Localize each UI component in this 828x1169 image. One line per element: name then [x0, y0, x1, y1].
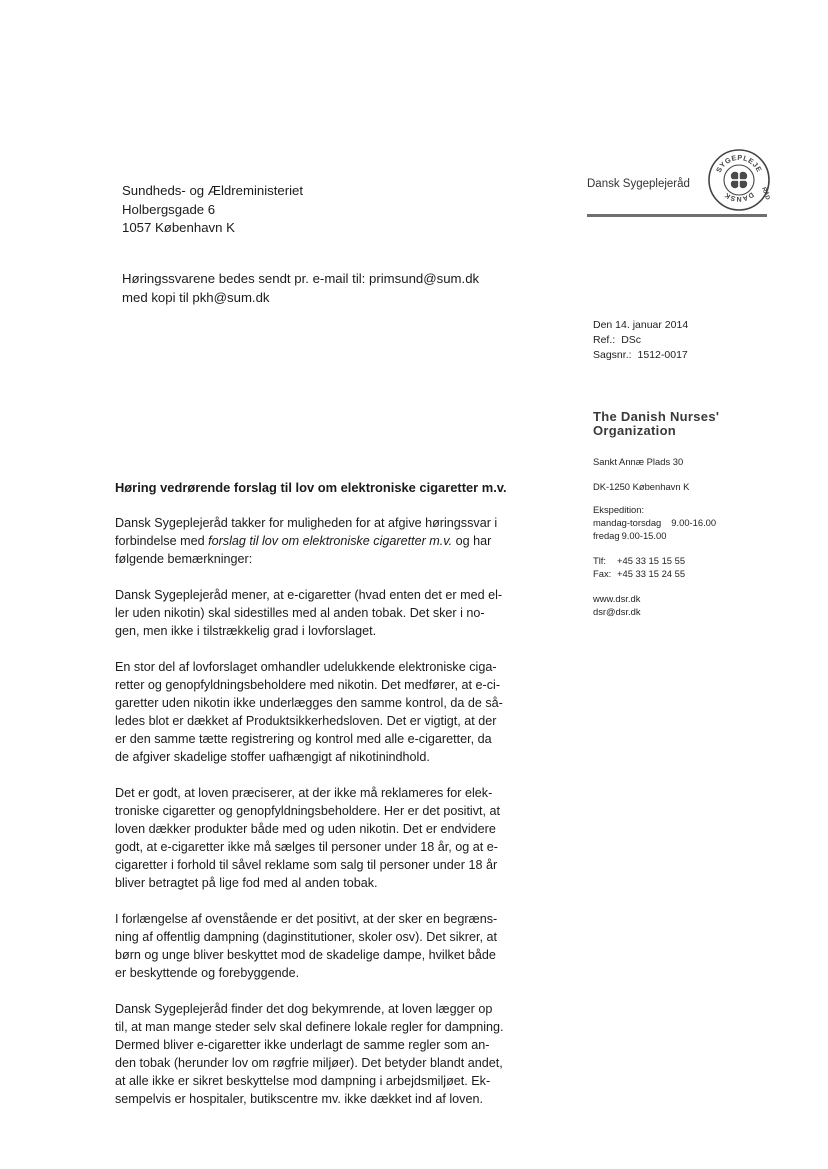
paragraph-text: og har	[452, 534, 492, 548]
paragraph-5	[115, 910, 555, 982]
bill-title: forslag til lov om elektroniske cigaretter m.v.	[208, 534, 453, 548]
letter-heading: Høring vedrørende forslag til lov om elektroniske cigaretter m.v.	[115, 480, 507, 495]
letter-body	[115, 479, 555, 1126]
paragraph-line: Dansk Sygeplejeråd mener, at e-cigaretter (hvad enten det er med el-	[115, 588, 503, 602]
phone-row	[593, 554, 803, 567]
case-number-value: 1512-0017	[637, 349, 688, 361]
email-link[interactable]: dsr@dsr.dk	[593, 606, 641, 617]
paragraph-line: godt, at e-cigaretter ikke må sælges til personer under 18 år, og at e-	[115, 840, 498, 854]
paragraph-line: ledes blot er dækket af Produktsikkerhedsloven. Det er vigtigt, at der	[115, 714, 497, 728]
svg-text:DANSK	[723, 190, 754, 201]
paragraph-line: retter og genopfyldningsbeholdere med nikotin. Det medfører, at e-ci-	[115, 678, 501, 692]
submission-line: med kopi til pkh@sum.dk	[122, 289, 270, 305]
paragraph-line: Dansk Sygeplejeråd takker for muligheden for at afgive høringssvar i	[115, 516, 498, 530]
paragraph-text: forbindelse med	[115, 534, 209, 548]
org-english-name-line2: Organization	[593, 423, 677, 438]
hours-row	[593, 516, 803, 529]
paragraph-line: er den samme tætte registrering og kontrol med alle e-cigaretter, da	[115, 732, 492, 746]
org-name-logo-text: Dansk Sygeplejeråd	[587, 178, 690, 190]
phone-value: +45 33 15 15 55	[617, 555, 686, 566]
hours-days: fredag	[593, 530, 620, 541]
submission-note	[122, 270, 479, 307]
paragraph-line	[115, 532, 555, 550]
recipient-address	[122, 182, 303, 238]
clover-seal-icon	[707, 148, 771, 212]
paragraph-line: I forlængelse af ovenstående er det positivt, at der sker en begræns-	[115, 912, 498, 926]
phone-label: Tlf:	[593, 555, 607, 566]
paragraph-line: børn og unge bliver beskyttet mod de skadelige dampe, hvilket både	[115, 948, 496, 962]
paragraph-2	[115, 586, 555, 640]
hours-title: Ekspedition:	[593, 504, 645, 515]
paragraph-6	[115, 1000, 555, 1108]
hours-time: 9.00-16.00	[671, 517, 717, 528]
paragraph-line: Dermed bliver e-cigaretter ikke underlagt de samme regler som an-	[115, 1038, 490, 1052]
reference-value: DSc	[621, 334, 642, 346]
hours-days: mandag-torsdag	[593, 517, 662, 528]
recipient-line: Holbergsgade 6	[122, 201, 216, 217]
paragraph-line: at alle ikke er sikret beskyttelse mod dampning i arbejdsmiljøet. Ek-	[115, 1074, 491, 1088]
seal-right-text: RÅD	[760, 186, 771, 201]
fax-label: Fax:	[593, 568, 612, 579]
paragraph-line: gen, men ikke i tilstrækkelig grad i lovforslaget.	[115, 624, 377, 638]
paragraph-line: den tobak (herunder lov om røgfrie miljøer). Det betyder blandt andet,	[115, 1056, 503, 1070]
paragraph-line: følgende bemærkninger:	[115, 552, 253, 566]
hours-time: 9.00-15.00	[621, 530, 667, 541]
paragraph-3	[115, 658, 555, 766]
paragraph-line: er beskyttende og forebyggende.	[115, 966, 300, 980]
paragraph-1	[115, 514, 555, 568]
paragraph-line: de afgiver skadelige stoffer uafhængigt af nikotinindhold.	[115, 750, 430, 764]
seal-top-text: SYGEPLEJE	[713, 152, 765, 174]
paragraph-line: troniske cigaretter og genopfyldningsbeholdere. Her er det positivt, at	[115, 804, 501, 818]
date-reference-block	[593, 318, 688, 363]
logo-divider	[587, 214, 767, 217]
recipient-line: 1057 København K	[122, 220, 235, 235]
paragraph-line: En stor del af lovforslaget omhandler udelukkende elektroniske ciga-	[115, 660, 497, 674]
paragraph-4	[115, 784, 555, 892]
submission-line: Høringssvarene bedes sendt pr. e-mail til: primsund@sum.dk	[122, 271, 480, 286]
reference-row	[593, 333, 688, 348]
organization-contact-sidebar	[593, 410, 803, 618]
fax-value: +45 33 15 24 55	[617, 568, 686, 579]
paragraph-line: til, at man mange steder selv skal definere lokale regler for dampning.	[115, 1020, 504, 1034]
paragraph-line: Det er godt, at loven præciserer, at der ikke må reklameres for elek-	[115, 786, 493, 800]
case-number-row	[593, 348, 688, 363]
paragraph-line: Dansk Sygeplejeråd finder det dog bekymrende, at loven lægger op	[115, 1002, 493, 1016]
letter-date: Den 14. januar 2014	[593, 319, 689, 331]
paragraph-line: bliver betragtet på lige fod med al anden tobak.	[115, 876, 378, 890]
paragraph-line: ning af offentlig dampning (daginstitutioner, skoler osv). Det sikrer, at	[115, 930, 497, 944]
seal-bottom-text: DANSK	[723, 190, 755, 202]
paragraph-line: ler uden nikotin) skal sidestilles med al anden tobak. Det sker i no-	[115, 606, 485, 620]
org-english-name-line1: The Danish Nurses'	[593, 409, 720, 424]
street-address: Sankt Annæ Plads 30	[593, 456, 684, 467]
paragraph-line: garetter uden nikotin ikke underlægges den samme kontrol, da de så-	[115, 696, 503, 710]
paragraph-line: sempelvis er hospitaler, butikscentre mv. ikke dækket ind af loven.	[115, 1092, 483, 1106]
website-link[interactable]: www.dsr.dk	[593, 593, 641, 604]
reference-label: Ref.:	[593, 334, 616, 346]
postal-address: DK-1250 København K	[593, 481, 690, 492]
case-number-label: Sagsnr.:	[593, 349, 632, 361]
paragraph-line: loven dækker produkter både med og uden nikotin. Det er endvidere	[115, 822, 496, 836]
fax-row	[593, 567, 803, 580]
recipient-line: Sundheds- og Ældreministeriet	[122, 183, 304, 198]
hours-row	[593, 529, 803, 542]
paragraph-line: cigaretter i forhold til såvel reklame som salg til personer under 18 år	[115, 858, 498, 872]
